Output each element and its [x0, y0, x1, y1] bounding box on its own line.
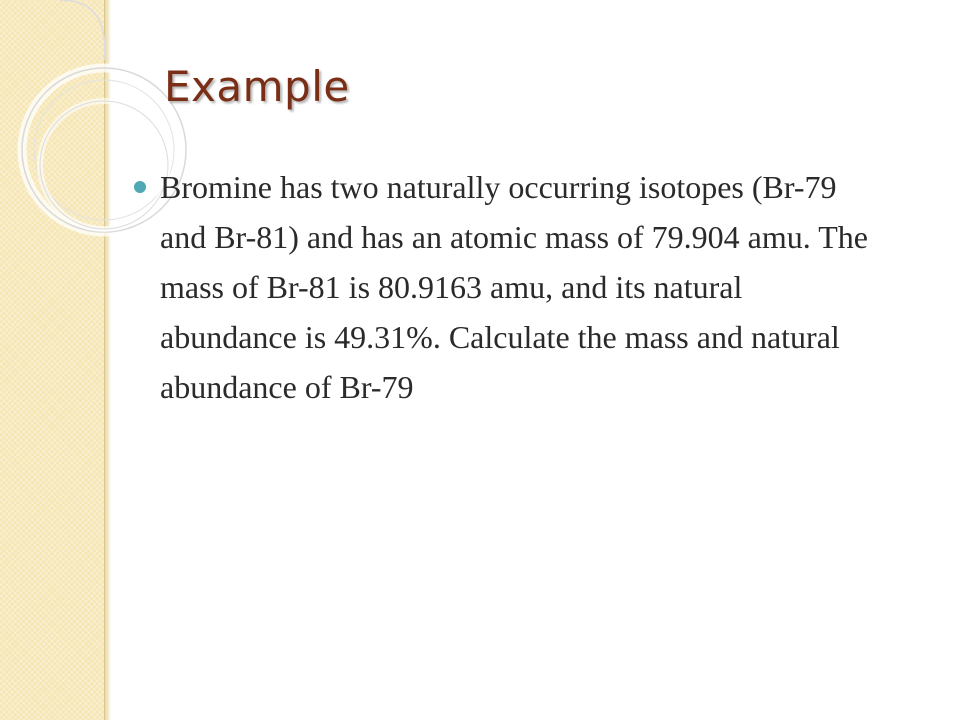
bullet-text: Bromine has two naturally occurring isotopes (Br-79 and Br-81) and has an atomic mass of 79.904 amu. The mass of Br-81 is 80.9163 amu, and its natural abundance is 49.31%. Calculate the mass and natural abundance of Br-79	[160, 169, 868, 405]
slide-title: Example	[164, 62, 350, 111]
sidebar-edge	[104, 0, 111, 720]
bullet-item	[130, 162, 870, 412]
bullet-list	[130, 162, 870, 412]
bullet-dot-icon	[134, 181, 146, 193]
decorative-sidebar	[0, 0, 104, 720]
